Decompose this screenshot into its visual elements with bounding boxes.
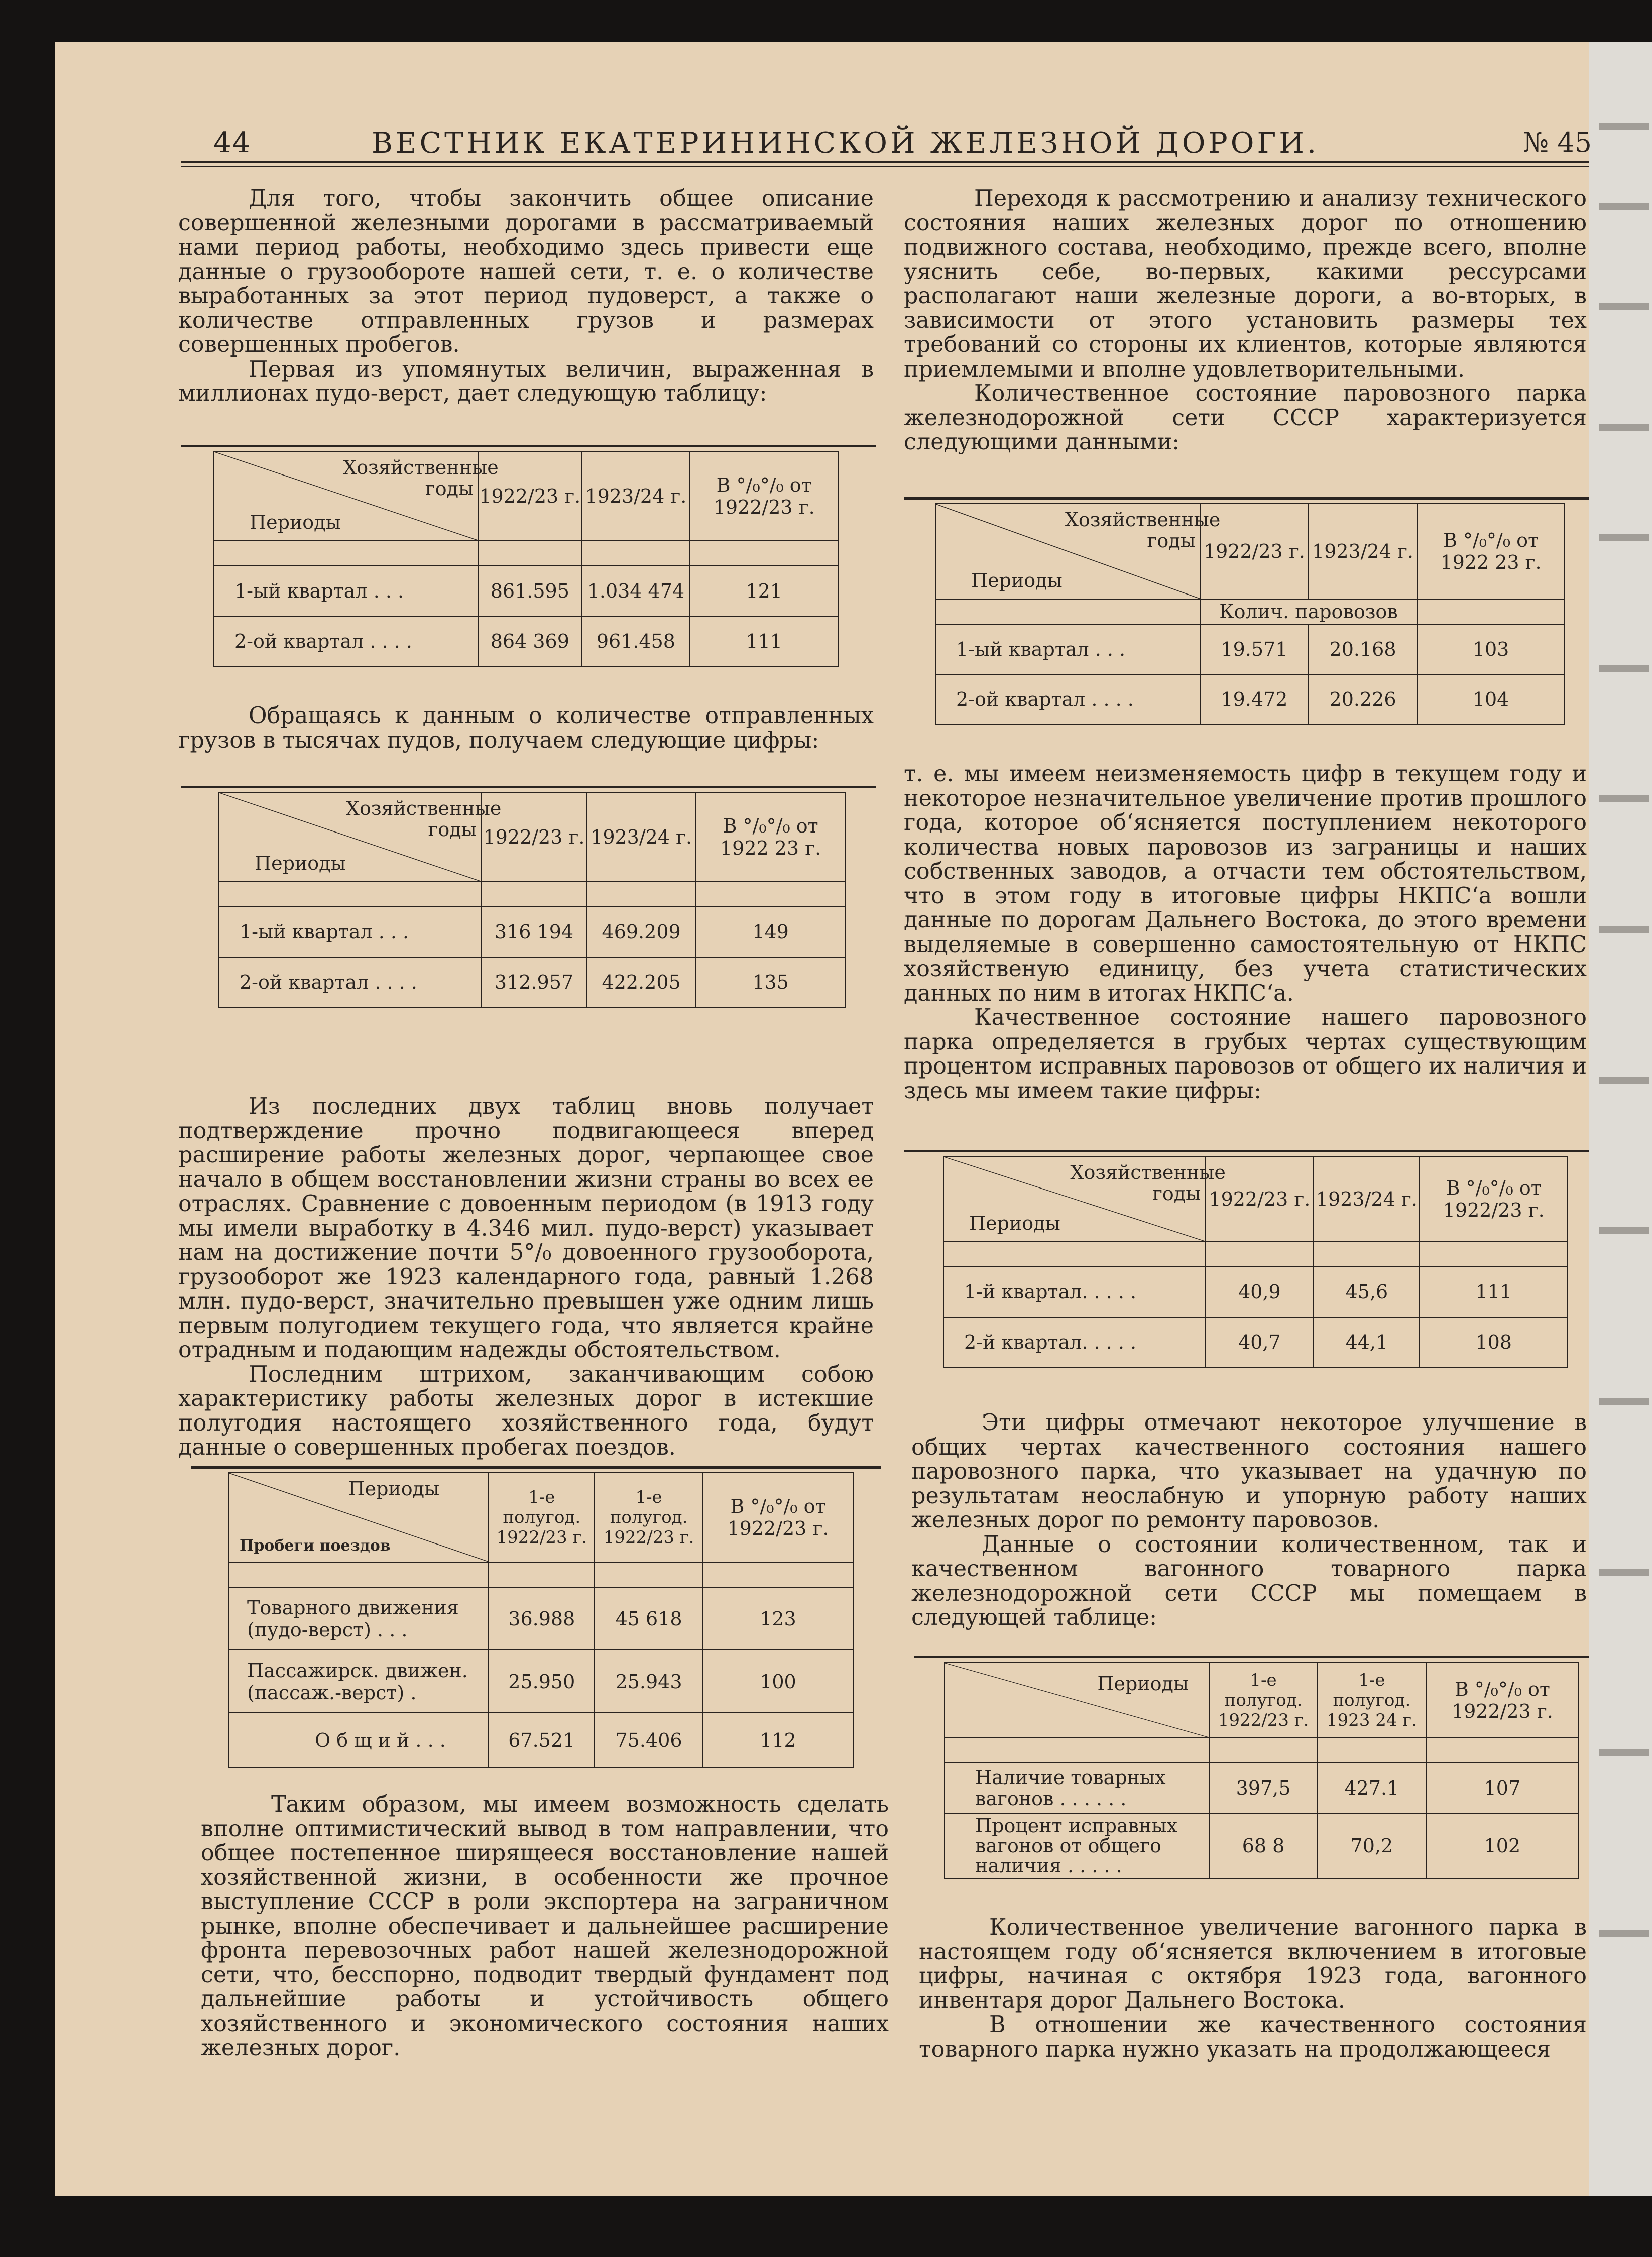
- left-text-2: [178, 704, 874, 753]
- table-row: 1-й квартал. . . . . 40,9 45,6 111: [943, 1267, 1568, 1317]
- column-header: 1-е полугод. 1923 24 г.: [1318, 1662, 1426, 1738]
- table-row: Товарного движения (пудо-верст) . . . 36.988 45 618 123: [229, 1587, 853, 1650]
- column-header: 1922/23 г.: [1200, 504, 1309, 599]
- header-rule-thin: [181, 166, 1589, 167]
- paragraph: Количественное увеличение вагонного парка в настоящем году об‘ясняется включением в итоговые цифры, начиная с октября 1923 года, вагонного инвентаря дорог Дальнего Востока.: [919, 1915, 1587, 2013]
- left-text-3: [178, 1095, 874, 1460]
- paragraph: В отношении же качественного состояния товарного парка нужно указать на продолжающееся: [919, 2012, 1587, 2062]
- table-rule: [904, 1150, 1589, 1152]
- journal-title: ВЕСТНИК ЕКАТЕРИНИНСКОЙ ЖЕЛЕЗНОЙ ДОРОГИ.: [372, 127, 1320, 160]
- paragraph: Таким образом, мы имеем возможность сделать вполне оптимистический вывод в том направлении, что общее постепенное ширящееся восстановление нашей хозяйственной жизни, в особенности же прочное выступление СССР в роли экспортера на заграничном рынке, вполне обеспечивает и дальнейшее расширение фронта перевозочных работ нашей железнодорожной сети, что, бесспорно, подводит твердый фундамент под дальнейшие работы и устойчивость общего хозяйственного и экономического состояния наших железных дорог.: [201, 1792, 889, 2061]
- table-row: 2-ой квартал . . . . 864 369 961.458 111: [214, 616, 838, 666]
- left-text-1: [178, 187, 874, 406]
- left-text-4: [201, 1793, 889, 2061]
- table-header-diagonal: Хозяйственные годы Периоды: [943, 1156, 1205, 1242]
- column-header: 1923/24 г.: [1314, 1156, 1420, 1242]
- table-row: 1-ый квартал . . . 861.595 1.034 474 121: [214, 566, 838, 616]
- column-header: В °/₀°/₀ от 1922 23 г.: [1417, 504, 1565, 599]
- issue-number: № 45: [1523, 127, 1592, 158]
- table-header-diagonal: Периоды: [945, 1662, 1209, 1738]
- paragraph: Переходя к рассмотрению и анализу технического состояния наших железных дорог по отношению подвижного состава, необходимо, прежде всего, вполне уяснить себе, во-первых, какими рессурсами располагают наши железные дороги, а во-вторых, в зависимости от этого установить размеры тех требований со стороны их клиентов, которые являются приемлемыми и вполне удовлетворительными.: [904, 186, 1587, 382]
- column-header: 1-е полугод. 1922/23 г.: [489, 1473, 595, 1562]
- right-text-3: [911, 1411, 1587, 1630]
- right-text-4: [919, 1916, 1587, 2062]
- table-puodo-versts: [213, 451, 839, 667]
- column-header: В °/₀°/₀ от 1922/23 г.: [703, 1473, 853, 1562]
- table-row: 2-ой квартал . . . . 312.957 422.205 135: [219, 957, 846, 1007]
- table-wagons: [944, 1662, 1579, 1879]
- table-row: 2-ой квартал . . . . 19.472 20.226 104: [935, 674, 1565, 725]
- table-row: 2-й квартал. . . . . 40,7 44,1 108: [943, 1317, 1568, 1367]
- paragraph: Количественное состояние паровозного парка железнодорожной сети СССР характеризуется следующими данными:: [904, 381, 1587, 455]
- table-row-total: О б щ и й . . . 67.521 75.406 112: [229, 1713, 853, 1768]
- column-header: 1923/24 г.: [581, 451, 690, 541]
- header-rule: [181, 161, 1589, 163]
- column-header: В °/₀°/₀ от 1922/23 г.: [1420, 1156, 1568, 1242]
- column-header: 1922/23 г.: [1205, 1156, 1314, 1242]
- table-row: Наличие товарных вагонов . . . . . . 397,5 427.1 107: [945, 1763, 1579, 1813]
- paragraph: Первая из упомянутых величин, выраженная в миллионах пудо-верст, дает следующую таблицу:: [178, 356, 874, 406]
- column-header: 1923/24 г.: [1309, 504, 1417, 599]
- column-header: В °/₀°/₀ от 1922/23 г.: [1426, 1662, 1579, 1738]
- paragraph: Последним штрихом, заканчивающим собою характеристику работы железных дорог в истекшие полугодия настоящего хозяйственного года, будут данные о совершенных пробегах поездов.: [178, 1361, 874, 1460]
- table-rule: [191, 1466, 881, 1469]
- column-header: 1922/23 г.: [481, 792, 587, 882]
- column-header: В °/₀°/₀ от 1922 23 г.: [695, 792, 846, 882]
- table-rule: [914, 1656, 1589, 1658]
- table-row: 1-ый квартал . . . 316 194 469.209 149: [219, 907, 846, 957]
- table-locomotives-quality: [943, 1156, 1568, 1368]
- table-rule: [181, 445, 876, 447]
- table-shipments: [218, 792, 846, 1008]
- paragraph: т. е. мы имеем неизменяемость цифр в текущем году и некоторое незначительное увеличение против прошлого года, которое об‘ясняется поступлением некоторого количества новых паровозов из заграницы и наших собственных заводов, а отчасти тем обстоятельством, что в этом году в итоговые цифры НКПС‘а вошли данные по дорогам Дальнего Востока, до этого времени выделяемые в совершенно самостоятельную от НКПС хозяйственую единицу, без учета статистических данных по ним в итогах НКПС‘а.: [904, 761, 1587, 1006]
- column-header: 1-е полугод. 1922/23 г.: [595, 1473, 703, 1562]
- page-number: 44: [213, 127, 252, 159]
- table-row: Процент исправных вагонов от общего наличия . . . . . 68 8 70,2 102: [945, 1813, 1579, 1878]
- paragraph: Обращаясь к данным о количестве отправленных грузов в тысячах пудов, получаем следующие цифры:: [178, 703, 874, 753]
- column-header: 1-е полугод. 1922/23 г.: [1209, 1662, 1318, 1738]
- table-rule: [904, 497, 1589, 500]
- table-header-diagonal: Хозяйственные годы Периоды: [935, 504, 1200, 599]
- table-header-diagonal: Хозяйственные годы Периоды: [219, 792, 481, 882]
- table-header-diagonal: Периоды Пробеги поездов: [229, 1473, 489, 1562]
- table-rule: [181, 786, 876, 788]
- paragraph: Для того, чтобы закончить общее описание совершенной железными дорогами в рассматриваемый нами период работы, необходимо здесь привести еще данные о грузообороте нашей сети, т. е. о количестве выработанных за этот период пудоверст, а также о количестве отправленных грузов и размерах совершенных пробегов.: [178, 186, 874, 358]
- table-row: 1-ый квартал . . . 19.571 20.168 103: [935, 624, 1565, 674]
- table-locomotives-count: [935, 503, 1565, 725]
- paragraph: Эти цифры отмечают некоторое улучшение в общих чертах качественного состояния нашего паровозного парка, что указывает на удачную по результатам неослабную и упорную работу наших железных дорог по ремонту паровозов.: [911, 1410, 1587, 1533]
- subheader: Колич. паровозов: [1200, 599, 1417, 624]
- next-page-edge: [1589, 42, 1652, 2196]
- paragraph: Из последних двух таблиц вновь получает подтверждение прочно подвигающееся вперед расширение работы железных дорог, черпающее свое начало в общем восстановлении жизни страны во всех ее отраслях. Сравнение с довоенным периодом (в 1913 году мы имели выработку в 4.346 мил. пудо-верст) указывает нам на достижение почти 5°/₀ довоенного грузооборота, грузооборот же 1923 календарного года, равный 1.268 млн. пудо-верст, значительно превышен уже одним лишь первым полугодием текущего года, что является крайне отрадным и подающим надежды обстоятельством.: [178, 1094, 874, 1363]
- column-header: 1922/23 г.: [478, 451, 581, 541]
- right-text-2: [904, 762, 1587, 1103]
- page-header: [201, 127, 1592, 162]
- table-row: Пассажирск. движен. (пассаж.-верст) . 25.950 25.943 100: [229, 1650, 853, 1713]
- column-header: В °/₀°/₀ от 1922/23 г.: [690, 451, 838, 541]
- column-header: 1923/24 г.: [587, 792, 695, 882]
- table-header-diagonal: Хозяйственные годы Периоды: [214, 451, 478, 541]
- table-train-runs: [228, 1472, 854, 1768]
- paragraph: Данные о состоянии количественном, так и качественном вагонного товарного парка железнодорожной сети СССР мы помещаем в следующей таблице:: [911, 1531, 1587, 1630]
- right-text-1: [904, 187, 1587, 455]
- paragraph: Качественное состояние нашего паровозного парка определяется в грубых чертах существующим процентом исправных паровозов от общего их наличия и здесь мы имеем такие цифры:: [904, 1005, 1587, 1104]
